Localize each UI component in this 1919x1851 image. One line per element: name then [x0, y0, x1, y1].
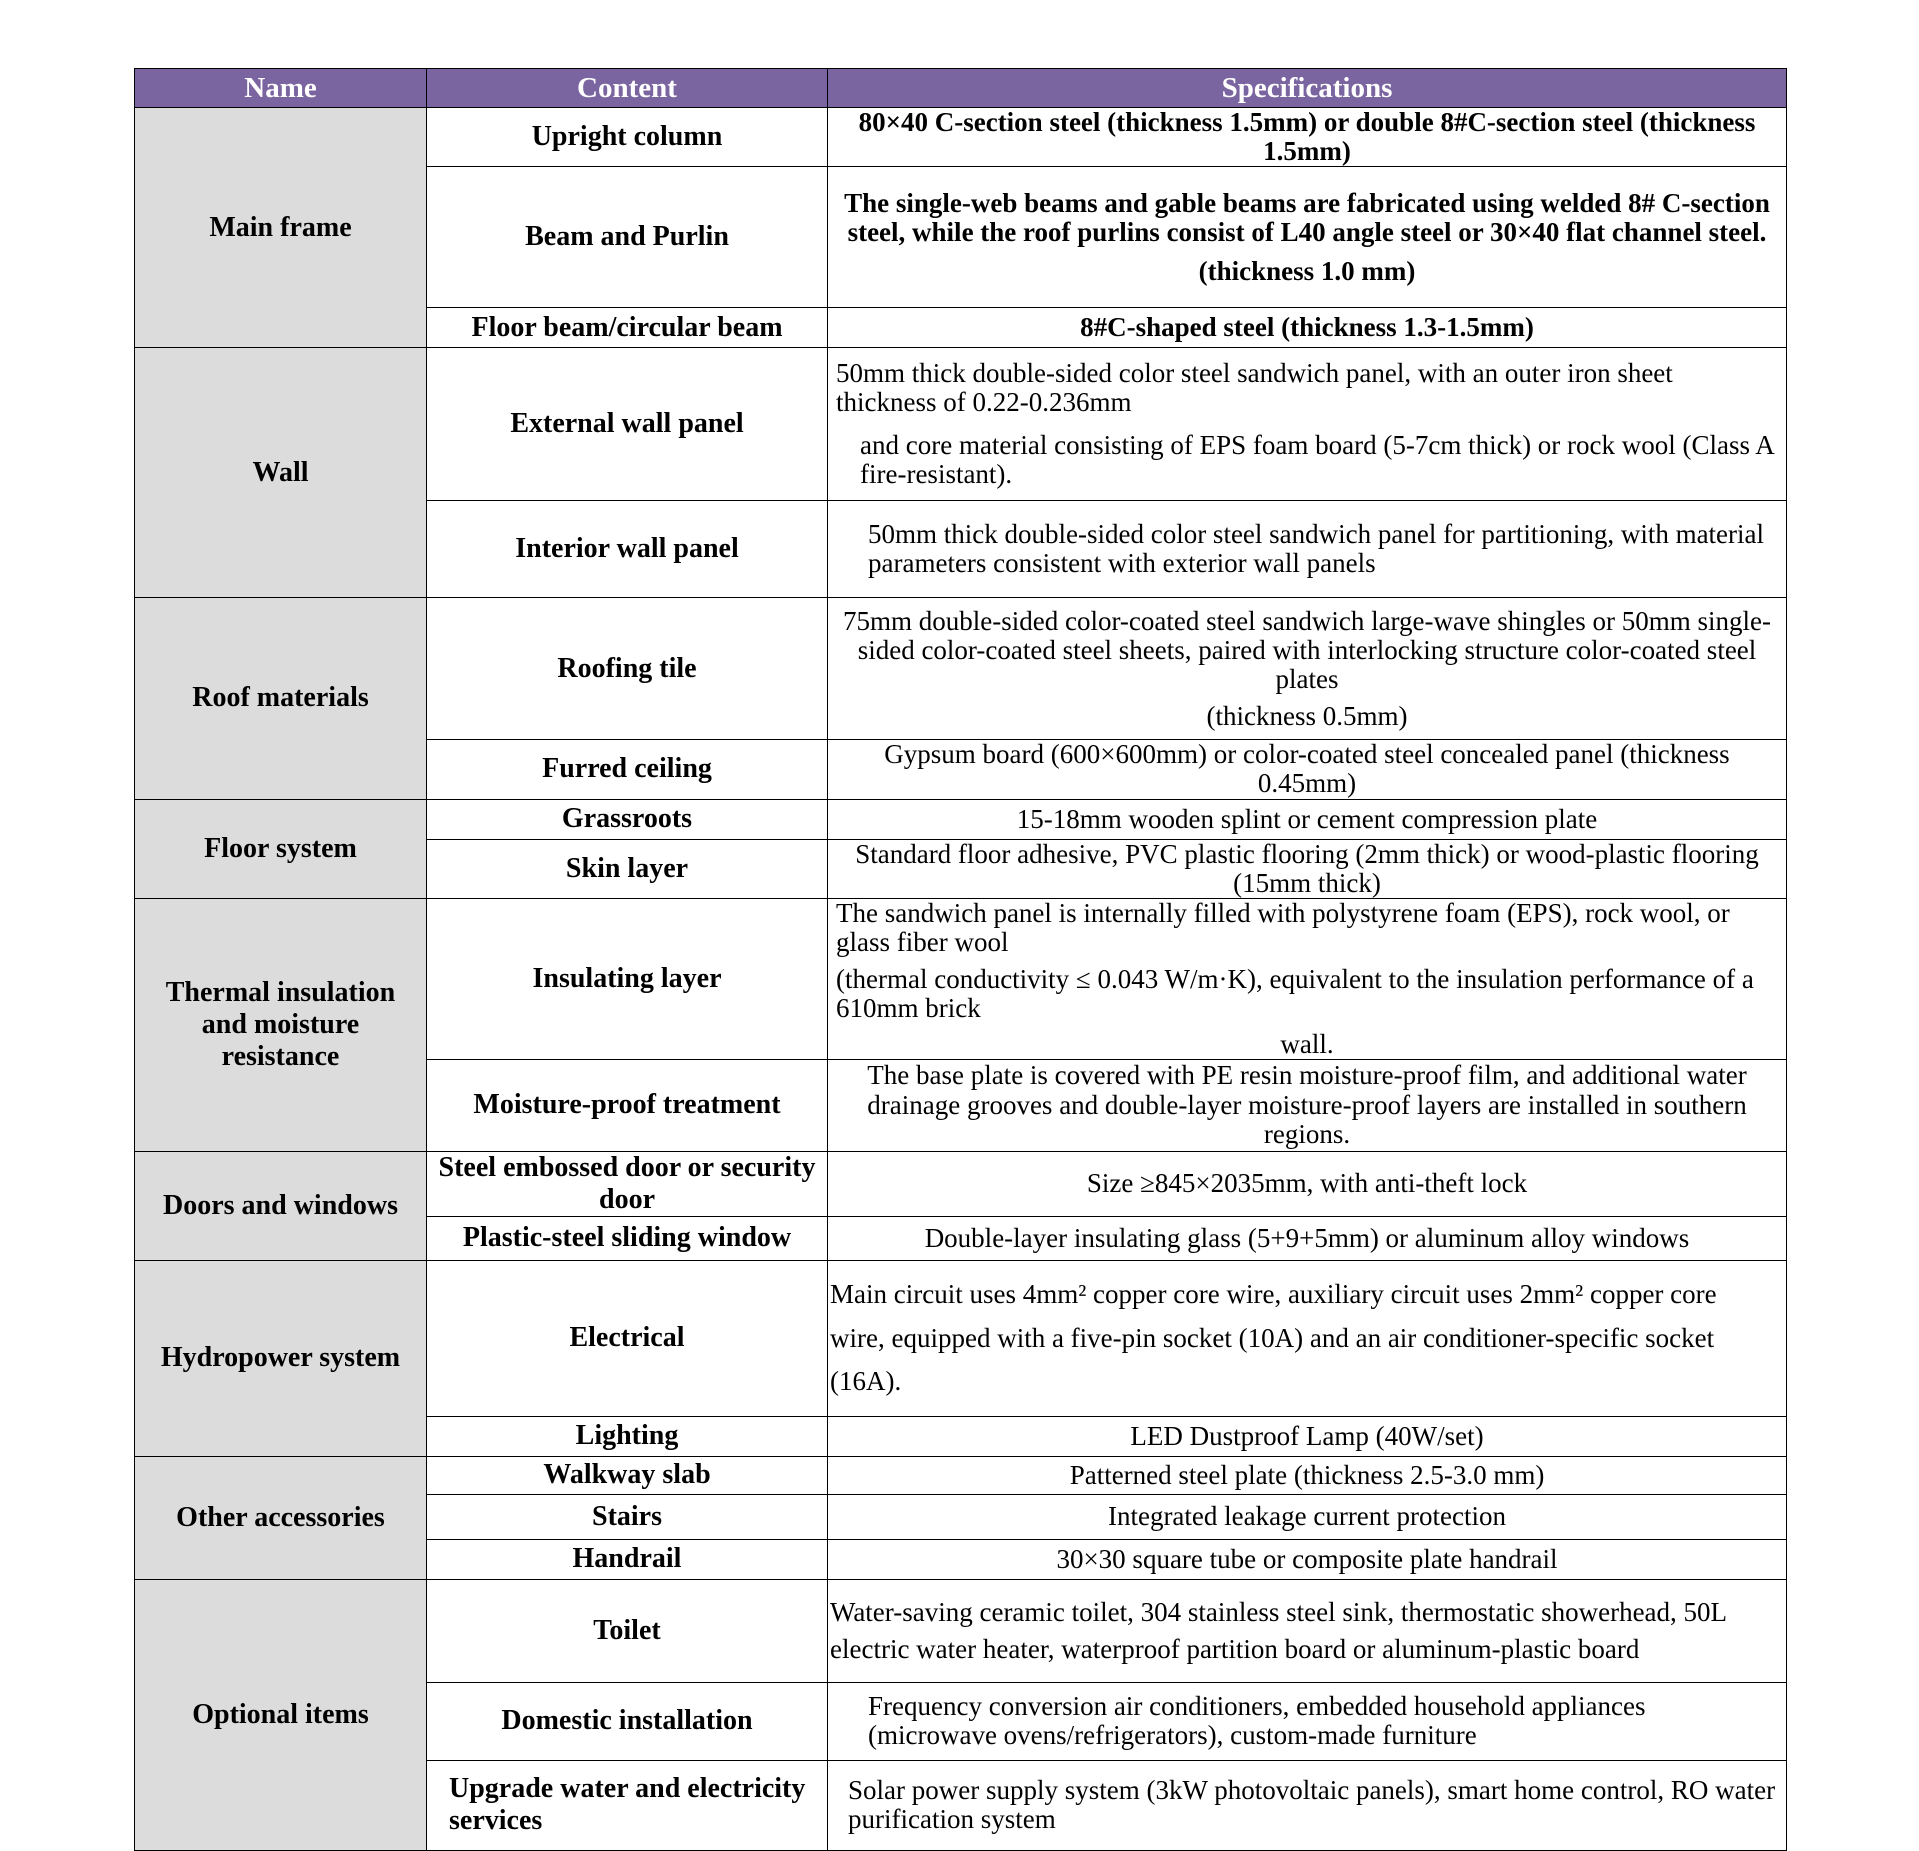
spec-text: (thermal conductivity ≤ 0.043 W/m·K), equivalent to the insulation performance of a 610mm brick: [836, 964, 1754, 1024]
spec-cell: [828, 898, 1787, 1059]
content-cell: External wall panel: [427, 348, 828, 501]
spec-cell: The base plate is covered with PE resin moisture-proof film, and additional water drainage grooves and double-layer moisture-proof layers are installed in southern regions.: [828, 1059, 1787, 1151]
table-row: [135, 598, 1787, 740]
spec-text: (thickness 1.0 mm): [1198, 255, 1416, 286]
spec-cell: 15-18mm wooden splint or cement compression plate: [828, 799, 1787, 839]
spec-cell: 30×30 square tube or composite plate handrail: [828, 1539, 1787, 1579]
spec-cell: Gypsum board (600×600mm) or color-coated steel concealed panel (thickness 0.45mm): [828, 740, 1787, 799]
spec-text: The sandwich panel is internally filled with polystyrene foam (EPS), rock wool, or glass fiber wool: [836, 897, 1730, 958]
content-cell: Grassroots: [427, 799, 828, 839]
spec-cell: 80×40 C-section steel (thickness 1.5mm) or double 8#C-section steel (thickness 1.5mm): [828, 108, 1787, 167]
table-row: [135, 799, 1787, 839]
spec-text: 50mm thick double-sided color steel sandwich panel, with an outer iron sheet thickness of 0.22-0.236mm: [836, 358, 1673, 418]
table-row: [135, 1260, 1787, 1416]
group-name: Roof materials: [135, 598, 427, 799]
group-name: Optional items: [135, 1579, 427, 1850]
content-cell: Furred ceiling: [427, 740, 828, 799]
spec-cell: Size ≥845×2035mm, with anti-theft lock: [828, 1151, 1787, 1216]
content-cell: Roofing tile: [427, 598, 828, 740]
group-name: Wall: [135, 348, 427, 598]
spec-cell: Water-saving ceramic toilet, 304 stainless steel sink, thermostatic showerhead, 50L electric water heater, waterproof partition board or aluminum-plastic board: [828, 1579, 1787, 1682]
group-name: Thermal insulation and moisture resistance: [135, 898, 427, 1151]
spec-cell: Patterned steel plate (thickness 2.5-3.0 mm): [828, 1456, 1787, 1494]
spec-text: (thickness 0.5mm): [1206, 700, 1408, 731]
spec-cell: [828, 167, 1787, 308]
content-cell: Interior wall panel: [427, 501, 828, 598]
spec-text: 75mm double-sided color-coated steel sandwich large-wave shingles or 50mm single-sided color-coated steel sheets, paired with interlocking structure color-coated steel plates: [843, 605, 1771, 694]
spec-cell: [828, 348, 1787, 501]
group-name: Doors and windows: [135, 1151, 427, 1260]
spec-cell: Standard floor adhesive, PVC plastic flooring (2mm thick) or wood-plastic flooring (15mm thick): [828, 839, 1787, 898]
content-cell: Floor beam/circular beam: [427, 308, 828, 348]
spec-text: and core material consisting of EPS foam board (5-7cm thick) or rock wool (Class A fire-resistant).: [860, 430, 1774, 490]
spec-cell: 50mm thick double-sided color steel sandwich panel for partitioning, with material parameters consistent with exterior wall panels: [828, 501, 1787, 598]
content-cell: Insulating layer: [427, 898, 828, 1059]
spec-cell: 8#C-shaped steel (thickness 1.3-1.5mm): [828, 308, 1787, 348]
content-cell: Electrical: [427, 1260, 828, 1416]
content-cell: Moisture-proof treatment: [427, 1059, 828, 1151]
spec-cell: Frequency conversion air conditioners, embedded household appliances (microwave ovens/refrigerators), custom-made furniture: [828, 1682, 1787, 1760]
content-cell: Stairs: [427, 1494, 828, 1539]
header-row: [135, 69, 1787, 108]
spec-cell: Main circuit uses 4mm² copper core wire, auxiliary circuit uses 2mm² copper core wire, equipped with a five-pin socket (10A) and an air conditioner-specific socket (16A).: [828, 1260, 1787, 1416]
group-name: Other accessories: [135, 1456, 427, 1579]
content-cell: Upgrade water and electricity services: [427, 1760, 828, 1850]
content-cell: Domestic installation: [427, 1682, 828, 1760]
content-cell: Steel embossed door or security door: [427, 1151, 828, 1216]
content-cell: Toilet: [427, 1579, 828, 1682]
table-row: [135, 898, 1787, 1059]
table-row: [135, 1456, 1787, 1494]
content-cell: Beam and Purlin: [427, 167, 828, 308]
header-specifications: Specifications: [828, 69, 1787, 108]
content-cell: Walkway slab: [427, 1456, 828, 1494]
group-name: Hydropower system: [135, 1260, 427, 1456]
content-cell: Skin layer: [427, 839, 828, 898]
table-row: [135, 348, 1787, 501]
spec-text: The single-web beams and gable beams are fabricated using welded 8# C-section steel, while the roof purlins consist of L40 angle steel or 30×40 flat channel steel.: [844, 187, 1770, 247]
group-name: Main frame: [135, 108, 427, 348]
content-cell: Plastic-steel sliding window: [427, 1216, 828, 1260]
header-content: Content: [427, 69, 828, 108]
group-name: Floor system: [135, 799, 427, 898]
spec-table: [134, 68, 1787, 1851]
spec-cell: Solar power supply system (3kW photovoltaic panels), smart home control, RO water purification system: [828, 1760, 1787, 1850]
table-row: [135, 1151, 1787, 1216]
spec-cell: Double-layer insulating glass (5+9+5mm) or aluminum alloy windows: [828, 1216, 1787, 1260]
spec-cell: [828, 598, 1787, 740]
content-cell: Lighting: [427, 1416, 828, 1456]
content-cell: Handrail: [427, 1539, 828, 1579]
table-row: [135, 108, 1787, 167]
content-cell: Upright column: [427, 108, 828, 167]
spec-text: wall.: [1280, 1028, 1334, 1059]
spec-cell: Integrated leakage current protection: [828, 1494, 1787, 1539]
header-name: Name: [135, 69, 427, 108]
spec-cell: LED Dustproof Lamp (40W/set): [828, 1416, 1787, 1456]
table-row: [135, 1579, 1787, 1682]
